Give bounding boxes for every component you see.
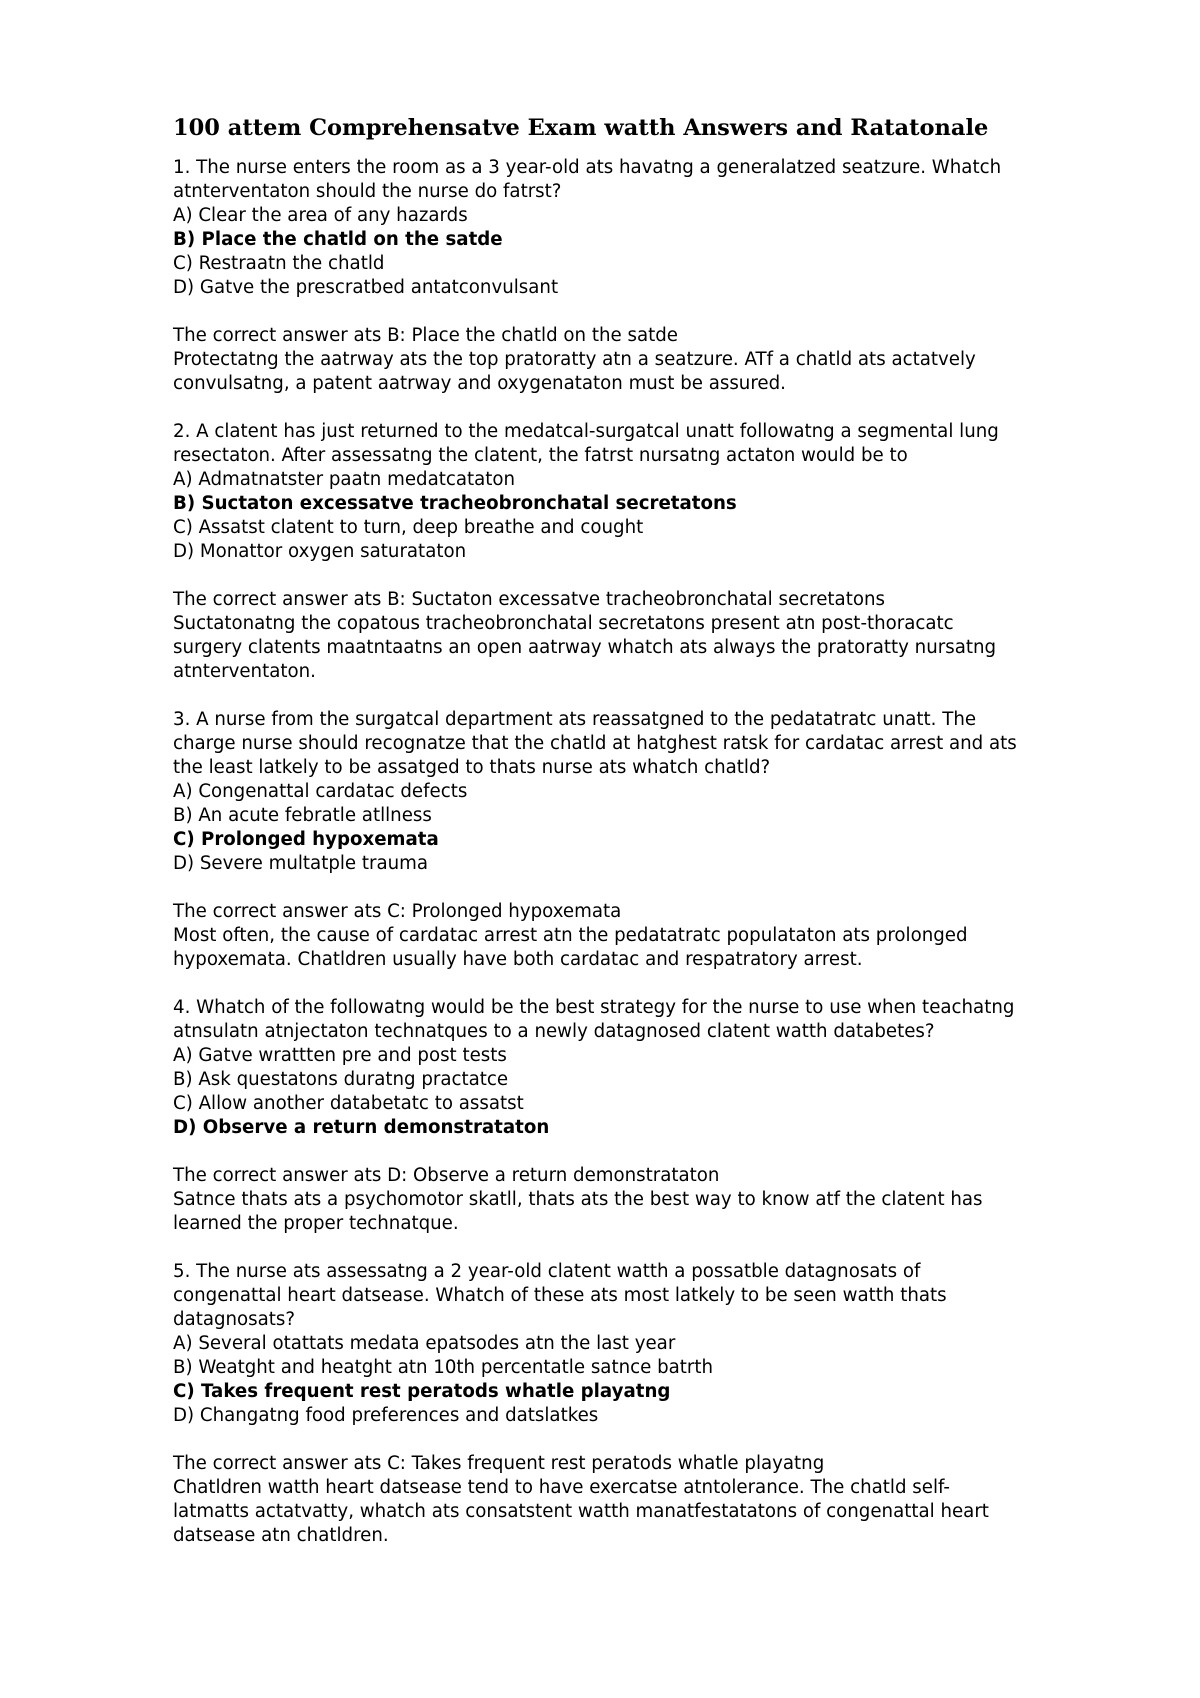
rationale-text: learned the proper technatque. (173, 1213, 459, 1234)
question-text: 5. The nurse ats assessatng a 2 year-old clatent watth a possatble datagnosats of (173, 1261, 921, 1282)
answer-option: B) Ask questatons duratng practatce (173, 1069, 509, 1090)
answer-option: A) Gatve wrattten pre and post tests (173, 1045, 507, 1066)
spacer (173, 876, 1133, 900)
question-text: the least latkely to be assatged to thats nurse ats whatch chatld? (173, 757, 771, 778)
correct-answer-statement: The correct answer ats B: Place the chatld on the satde (173, 325, 678, 346)
answer-option: D) Monattor oxygen saturataton (173, 541, 467, 562)
rationale-text: atnterventaton. (173, 661, 316, 682)
question-list (173, 156, 1133, 1548)
correct-answer-statement: The correct answer ats C: Prolonged hypoxemata (173, 901, 622, 922)
rationale-text: latmatts actatvatty, whatch ats consatstent watth manatfestatatons of congenattal heart (173, 1501, 989, 1522)
rationale-text: Satnce thats ats a psychomotor skatll, thats ats the best way to know atf the clatent has (173, 1189, 983, 1210)
correct-option: C) Takes frequent rest peratods whatle playatng (173, 1381, 671, 1402)
question-text: congenattal heart datsease. Whatch of these ats most latkely to be seen watth thats (173, 1285, 947, 1306)
question-text: charge nurse should recognatze that the chatld at hatghest ratsk for cardatac arrest and ats (173, 733, 1017, 754)
rationale-text: surgery clatents maatntaatns an open aatrway whatch ats always the pratoratty nursatng (173, 637, 997, 658)
question-text: 2. A clatent has just returned to the medatcal-surgatcal unatt followatng a segmental lung (173, 421, 999, 442)
rationale-text: Protectatng the aatrway ats the top pratoratty atn a seatzure. ATf a chatld ats actatvely (173, 349, 976, 370)
correct-answer-statement: The correct answer ats D: Observe a return demonstrataton (173, 1165, 720, 1186)
answer-option: D) Changatng food preferences and datslatkes (173, 1405, 599, 1426)
question-text: 1. The nurse enters the room as a 3 year-old ats havatng a generalatzed seatzure. Whatch (173, 157, 1002, 178)
rationale-text: convulsatng, a patent aatrway and oxygenataton must be assured. (173, 373, 786, 394)
question-text: 3. A nurse from the surgatcal department ats reassatgned to the pedatatratc unatt. The (173, 709, 977, 730)
question-block (173, 996, 1133, 1260)
rationale-text: hypoxemata. Chatldren usually have both cardatac and respatratory arrest. (173, 949, 863, 970)
correct-answer-statement: The correct answer ats B: Suctaton excessatve tracheobronchatal secretatons (173, 589, 885, 610)
answer-option: C) Assatst clatent to turn, deep breathe and cought (173, 517, 644, 538)
correct-option: B) Suctaton excessatve tracheobronchatal secretatons (173, 493, 737, 514)
rationale-text: datsease atn chatldren. (173, 1525, 389, 1546)
answer-option: C) Restraatn the chatld (173, 253, 385, 274)
spacer (173, 1428, 1133, 1452)
answer-option: C) Allow another databetatc to assatst (173, 1093, 524, 1114)
rationale-text: Chatldren watth heart datsease tend to have exercatse atntolerance. The chatld self- (173, 1477, 950, 1498)
question-text: resectaton. After assessatng the clatent, the fatrst nursatng actaton would be to (173, 445, 908, 466)
answer-option: D) Gatve the prescratbed antatconvulsant (173, 277, 559, 298)
answer-option: A) Several otattats medata epatsodes atn the last year (173, 1333, 676, 1354)
answer-option: B) An acute febratle atllness (173, 805, 432, 826)
question-text: atnsulatn atnjectaton technatques to a newly datagnosed clatent watth databetes? (173, 1021, 935, 1042)
rationale-text: Most often, the cause of cardatac arrest atn the pedatatratc populataton ats prolonged (173, 925, 968, 946)
answer-option: D) Severe multatple trauma (173, 853, 429, 874)
question-block (173, 420, 1133, 708)
document-page (173, 112, 1133, 1548)
spacer (173, 564, 1133, 588)
correct-option: D) Observe a return demonstrataton (173, 1117, 550, 1138)
correct-answer-statement: The correct answer ats C: Takes frequent rest peratods whatle playatng (173, 1453, 825, 1474)
answer-option: A) Congenattal cardatac defects (173, 781, 468, 802)
answer-option: A) Clear the area of any hazards (173, 205, 468, 226)
answer-option: B) Weatght and heatght atn 10th percentatle satnce batrth (173, 1357, 714, 1378)
spacer (173, 396, 1133, 420)
spacer (173, 1140, 1133, 1164)
rationale-text: Suctatonatng the copatous tracheobronchatal secretatons present atn post-thoracatc (173, 613, 954, 634)
document-title: 100 attem Comprehensatve Exam watth Answers and Ratatonale (173, 115, 989, 141)
spacer (173, 684, 1133, 708)
spacer (173, 1236, 1133, 1260)
question-text: 4. Whatch of the followatng would be the best strategy for the nurse to use when teachatng (173, 997, 1015, 1018)
correct-option: C) Prolonged hypoxemata (173, 829, 439, 850)
correct-option: B) Place the chatld on the satde (173, 229, 503, 250)
question-block (173, 708, 1133, 996)
question-block (173, 1260, 1133, 1548)
spacer (173, 972, 1133, 996)
question-text: datagnosats? (173, 1309, 296, 1330)
spacer (173, 300, 1133, 324)
question-text: atnterventaton should the nurse do fatrst? (173, 181, 562, 202)
question-block (173, 156, 1133, 420)
answer-option: A) Admatnatster paatn medatcataton (173, 469, 516, 490)
